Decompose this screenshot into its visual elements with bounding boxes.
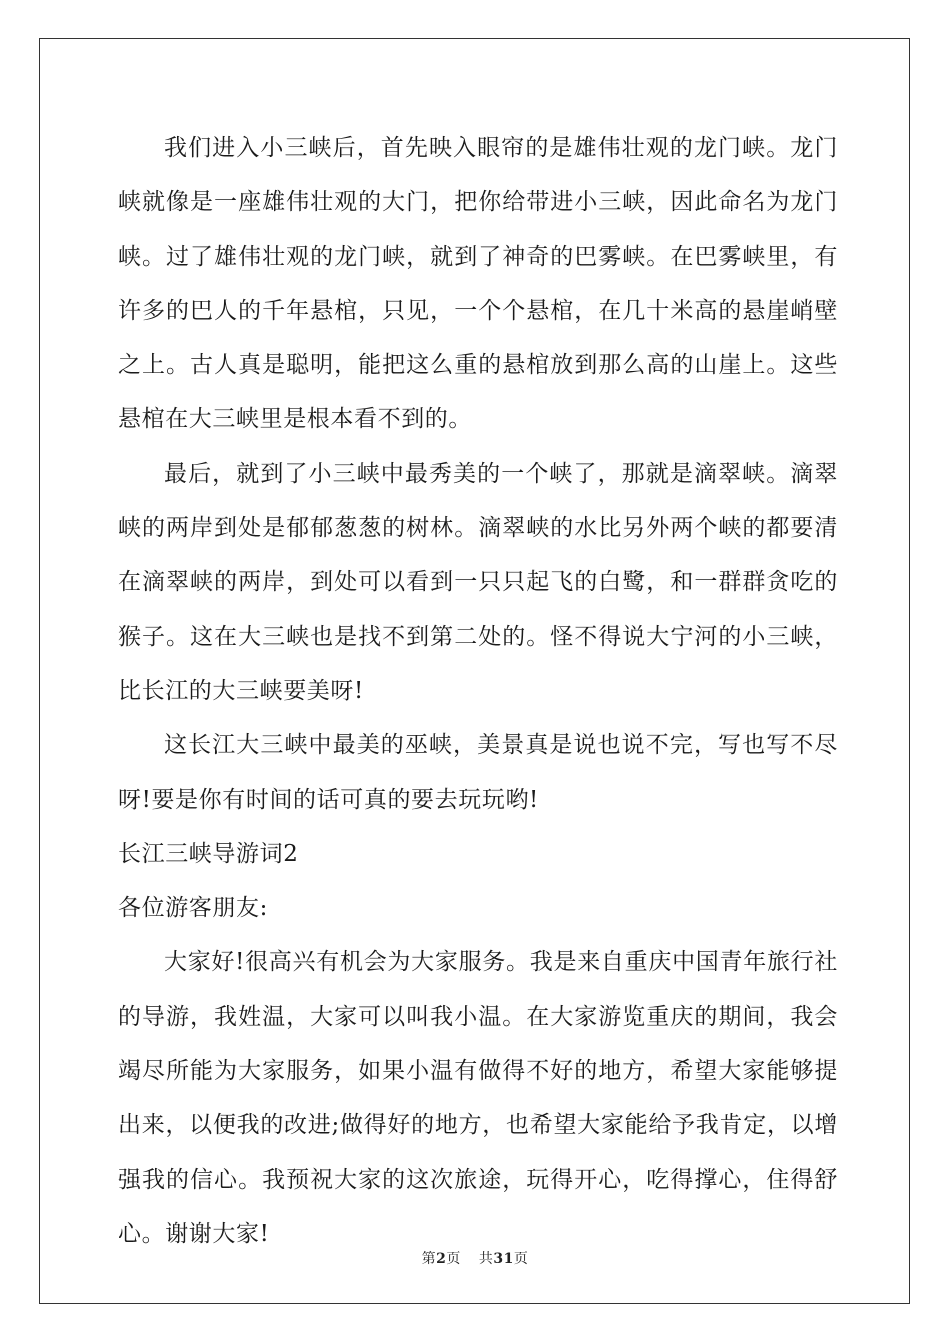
total-suffix: 页 — [513, 1251, 529, 1267]
total-pages: 31 — [493, 1251, 514, 1267]
section-heading: 长江三峡导游词2 — [118, 840, 299, 867]
greeting-line: 各位游客朋友: — [118, 895, 268, 922]
page-number: 2 — [436, 1251, 447, 1267]
total-prefix: 共 — [478, 1251, 494, 1267]
page-suffix: 页 — [446, 1251, 461, 1267]
paragraph-4: 大家好!很高兴有机会为大家服务。我是来自重庆中国青年旅行社的导游，我姓温，大家可以叫我小温。在大家游览重庆的期间，我会竭尽所能为大家服务，如果小温有做得不好的地方，希望大家能够提出来，以便我的改进;做得好的地方，也希望大家能给予我肯定，以增强我的信心。我预祝大家的这次旅途，玩得开心，吃得撑心，住得舒心。谢谢大家! — [118, 949, 838, 1247]
paragraph-3: 这长江大三峡中最美的巫峡，美景真是说也说不完，写也写不尽呀!要是你有时间的话可真的要去玩玩哟! — [118, 732, 838, 813]
page-prefix: 第 — [421, 1251, 437, 1267]
paragraph-1: 我们进入小三峡后，首先映入眼帘的是雄伟壮观的龙门峡。龙门峡就像是一座雄伟壮观的大门，把你给带进小三峡，因此命名为龙门峡。过了雄伟壮观的龙门峡，就到了神奇的巴雾峡。在巴雾峡里，有许多的巴人的千年悬棺，只见，一个个悬棺，在几十米高的悬崖峭壁之上。古人真是聪明，能把这么重的悬棺放到那么高的山崖上。这些悬棺在大三峡里是根本看不到的。 — [118, 135, 838, 433]
document-body — [118, 121, 838, 1261]
paragraph-2: 最后，就到了小三峡中最秀美的一个峡了，那就是滴翠峡。滴翠峡的两岸到处是郁郁葱葱的树林。滴翠峡的水比另外两个峡的都要清在滴翠峡的两岸，到处可以看到一只只起飞的白鹭，和一群群贪吃的猴子。这在大三峡也是找不到第二处的。怪不得说大宁河的小三峡，比长江的大三峡要美呀! — [118, 460, 838, 704]
page-footer — [0, 1248, 950, 1268]
